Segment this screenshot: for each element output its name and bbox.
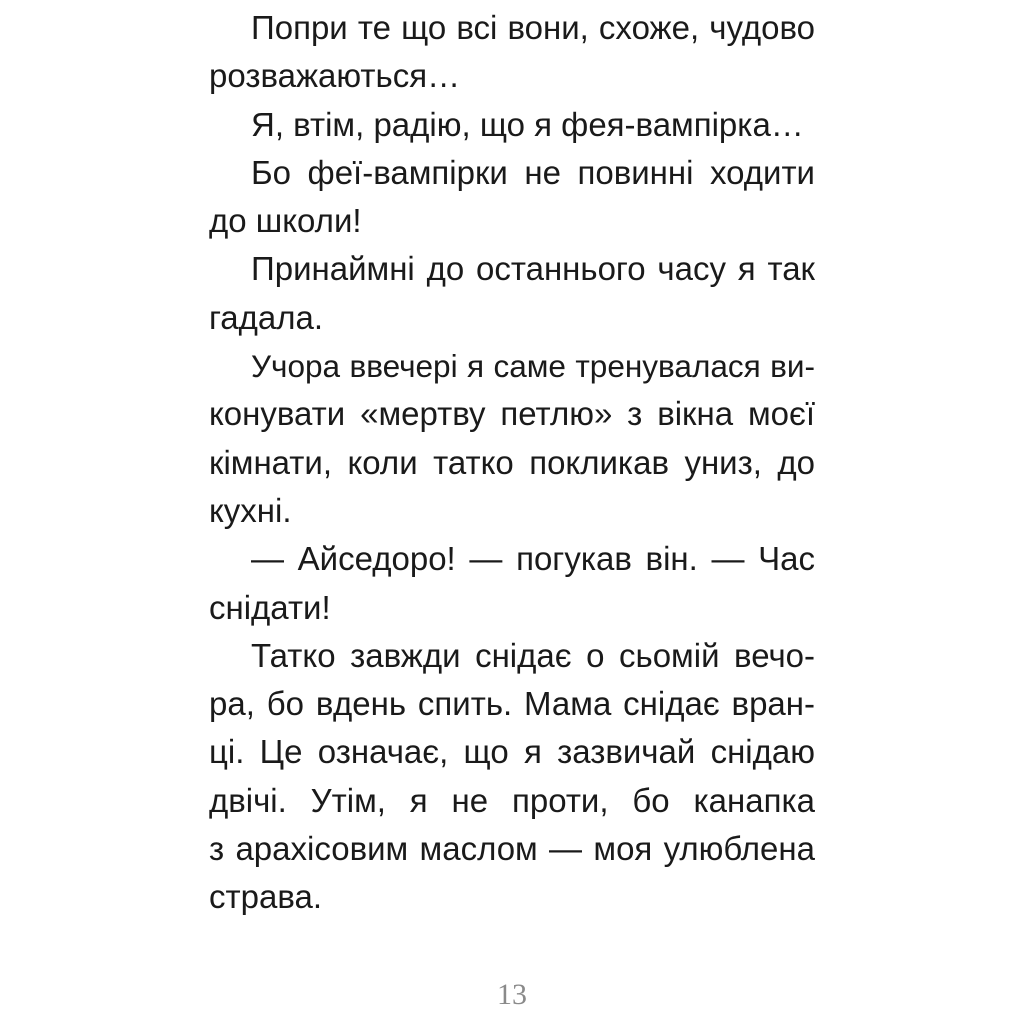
page-number: 13 — [497, 978, 527, 1011]
text-line: Учора ввечері я саме тренувалася ви- — [251, 348, 815, 385]
text-line: — Айседоро! — погукав він. — Час — [251, 540, 815, 578]
text-line: кухні. — [209, 491, 292, 529]
text-line: гадала. — [209, 298, 324, 336]
text-line: страва. — [209, 878, 323, 916]
text-line: Я, втім, радію, що я фея-вампірка… — [251, 105, 804, 143]
text-line: Бо феї-вампірки не повинні ходити — [251, 153, 815, 191]
text-line: кімнати, коли татко покликав униз, до — [209, 443, 815, 481]
text-line: ра, бо вдень спить. Мама снідає вран- — [209, 685, 815, 723]
text-line: з арахісовим маслом — моя улюблена — [209, 830, 815, 868]
text-line: снідати! — [209, 588, 331, 626]
text-line: двічі. Утім, я не проти, бо канапка — [209, 781, 815, 819]
text-line: розважаються… — [209, 57, 461, 95]
body-text — [209, 0, 815, 922]
text-line: конувати «мертву петлю» з вікна моєї — [209, 395, 815, 433]
text-line: Татко завжди снідає о сьомій вечо- — [251, 636, 815, 674]
text-line: ці. Це означає, що я зазвичай снідаю — [209, 733, 815, 771]
text-line: Попри те що всі вони, схоже, чудово — [251, 9, 815, 46]
text-line: до школи! — [209, 202, 362, 240]
text-line: Принаймні до останнього часу я так — [251, 250, 815, 288]
